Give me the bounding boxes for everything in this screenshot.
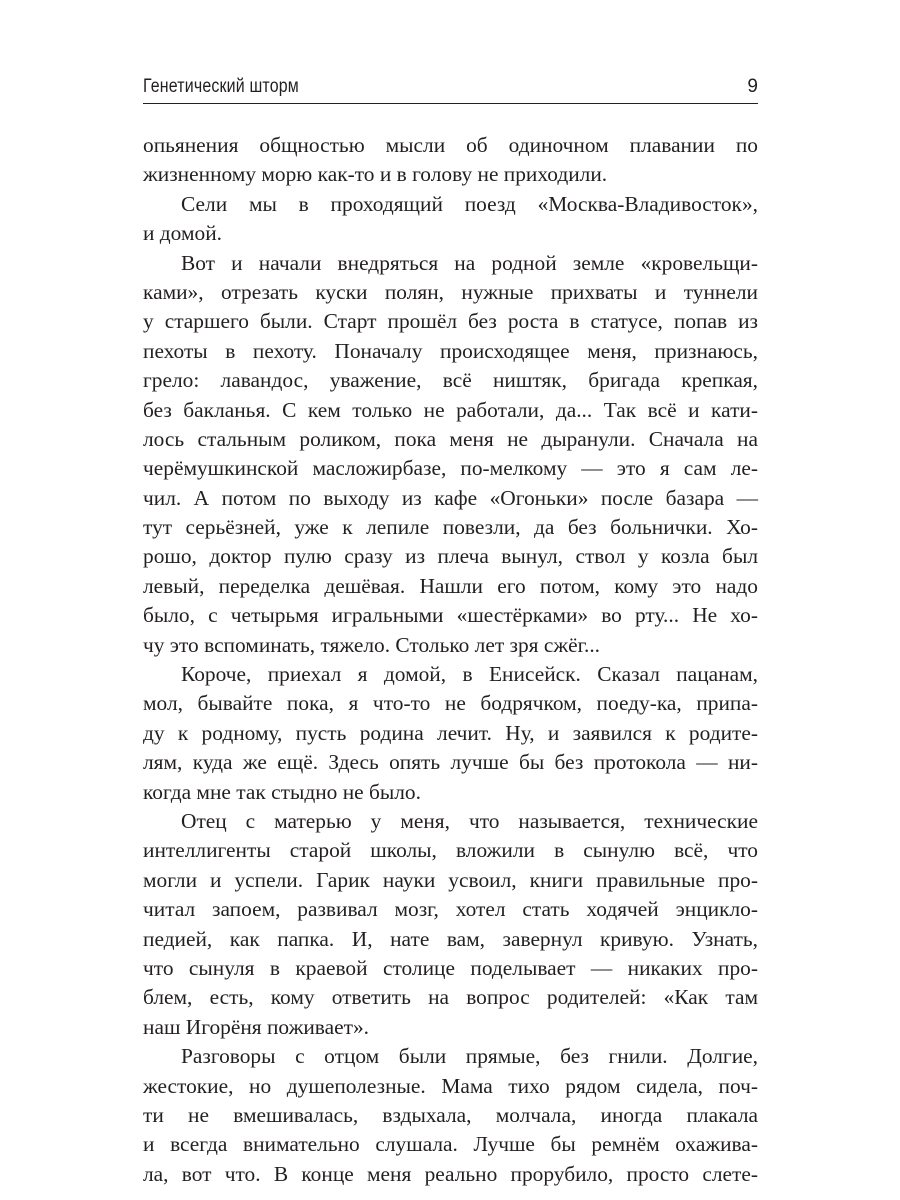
text-line: грело: лавандос, уважение, всё ништяк, бригада крепкая, — [143, 368, 758, 393]
text-line: Короче, приехал я домой, в Енисейск. Сказал пацанам, — [181, 662, 758, 687]
running-title: Генетический шторм — [143, 76, 299, 97]
text-line: ду к родному, пусть родина лечит. Ну, и заявился к родите- — [143, 720, 758, 745]
text-line: ла, вот что. В конце меня реально прорубило, просто слете- — [143, 1161, 758, 1186]
text-line: ти не вмешивалась, вздыхала, молчала, иногда плакала — [143, 1102, 758, 1127]
text-line: у старшего были. Старт прошёл без роста в статусе, попав из — [143, 309, 758, 334]
text-line: что сынуля в краевой столице поделывает — никаких про- — [143, 955, 758, 980]
text-line: без бакланья. С кем только не работали, да... Так всё и кати- — [143, 397, 758, 422]
page-number: 9 — [747, 76, 758, 97]
text-line: Сели мы в проходящий поезд «Москва-Владивосток», — [181, 191, 758, 216]
text-line: черёмушкинской масложирбазе, по-мелкому — это я сам ле- — [143, 456, 758, 481]
text-line: жизненному морю как-то и в голову не приходили. — [143, 162, 608, 187]
header-rule — [143, 103, 758, 104]
text-line: чу это вспоминать, тяжело. Столько лет зря сжёг... — [143, 632, 601, 657]
text-line: и домой. — [143, 221, 222, 246]
text-line: могли и успели. Гарик науки усвоил, книги правильные про- — [143, 867, 758, 892]
text-line: интеллигенты старой школы, вложили в сынулю всё, что — [143, 838, 758, 863]
text-line: Отец с матерью у меня, что называется, технические — [181, 808, 758, 833]
text-line: и всегда внимательно слушала. Лучше бы ремнём охажива- — [143, 1132, 758, 1157]
text-line: левый, переделка дешёвая. Нашли его потом, кому это надо — [143, 573, 758, 598]
text-line: ками», отрезать куски полян, нужные прихваты и туннели — [143, 279, 758, 304]
text-line: чил. А потом по выходу из кафе «Огоньки» после базара — — [143, 485, 758, 510]
text-line: опьянения общностью мысли об одиночном плавании по — [143, 133, 758, 157]
text-line: когда мне так стыдно не было. — [143, 779, 421, 804]
text-line: было, с четырьмя игральными «шестёрками» во рту... Не хо- — [143, 603, 758, 628]
text-line: рошо, доктор пулю сразу из плеча вынул, ствол у козла был — [143, 544, 758, 569]
text-line: тут серьёзней, уже к лепиле повезли, да без больнички. Хо- — [143, 515, 758, 540]
text-line: жестокие, но душеполезные. Мама тихо рядом сидела, поч- — [143, 1073, 758, 1098]
text-line: блем, есть, кому ответить на вопрос родителей: «Как там — [143, 985, 758, 1010]
text-line: наш Игорёня поживает». — [143, 1014, 370, 1039]
text-line: педией, как папка. И, нате вам, завернул кривую. Узнать, — [143, 926, 758, 951]
text-line: лям, куда же ещё. Здесь опять лучше бы без протокола — ни- — [143, 750, 758, 775]
text-line: лось стальным роликом, пока меня не дыранули. Сначала на — [143, 426, 758, 451]
running-head — [143, 74, 758, 104]
body-text — [143, 131, 758, 1189]
text-line: Разговоры с отцом были прямые, без гнили. Долгие, — [181, 1044, 758, 1069]
text-line: читал запоем, развивал мозг, хотел стать ходячей энцикло- — [143, 897, 758, 922]
text-line: пехоты в пехоту. Поначалу происходящее меня, признаюсь, — [143, 338, 758, 363]
text-line: мол, бывайте пока, я что-то не бодрячком, поеду-ка, припа- — [143, 691, 758, 716]
text-line: Вот и начали внедряться на родной земле «кровельщи- — [181, 250, 758, 275]
